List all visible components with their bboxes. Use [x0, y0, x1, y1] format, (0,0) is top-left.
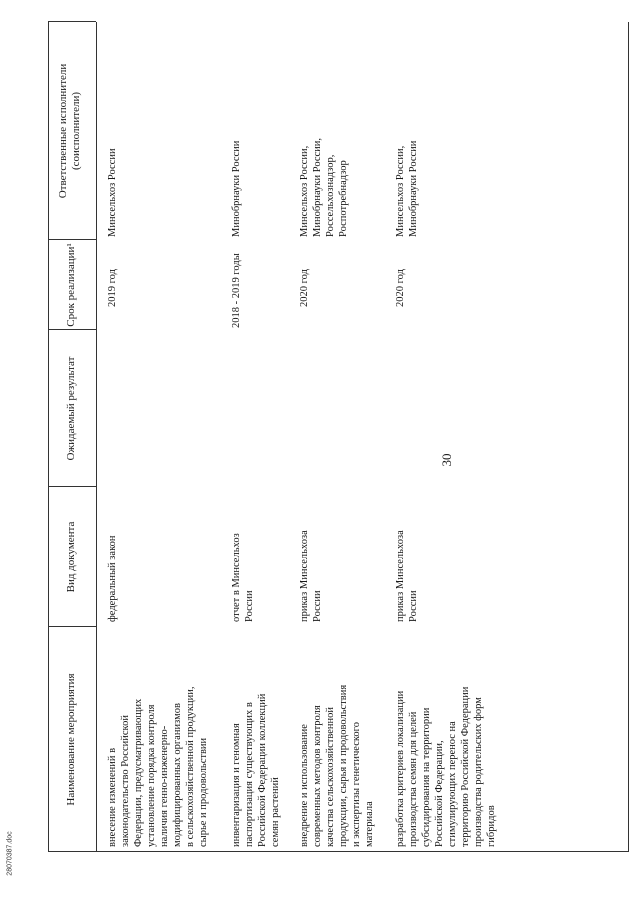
header-doc-type: Вид документа — [65, 521, 77, 593]
row2-doc-type: отчет в Минсельхоз России — [231, 533, 255, 622]
page-number: 30 — [439, 453, 454, 467]
header-result: Ожидаемый результат — [65, 356, 77, 461]
table-bottom-rule — [628, 22, 629, 852]
table-left-rule — [48, 851, 628, 852]
rotated-table-page — [48, 22, 628, 852]
row4-term: 2020 год — [395, 269, 406, 307]
row1-executors: Минсельхоз России — [107, 148, 118, 237]
measures-table — [48, 22, 628, 852]
row2-term: 2018 - 2019 годы — [231, 253, 242, 328]
row3-doc-type: приказ Минсельхоза России — [299, 530, 323, 622]
row3-term: 2020 год — [299, 269, 310, 307]
row2-executors: Минобрнауки России — [231, 140, 242, 237]
row4-executors: Минсельхоз России, Минобрнауки России — [395, 140, 419, 237]
header-term: Срок реализации¹ — [65, 243, 77, 327]
header-bottom-rule — [96, 22, 97, 852]
table-top-rule — [48, 22, 49, 852]
header-name: Наименование мероприятия — [65, 673, 77, 806]
row3-name: внедрение и использование современных методов контроля качества сельскохозяйственной продукции, сырья и продовольствия и экспертизы генетического материала — [299, 684, 375, 847]
row4-name: разработка критериев локализации производства семян для целей субсидирования на территории Российской Федерации, стимулирующих перенос на территорию Российской Федерации производства родительских форм гибридов — [395, 686, 497, 847]
row1-term: 2019 год — [107, 269, 118, 307]
header-executors: Ответственные исполнители (соисполнители) — [57, 63, 82, 199]
row4-doc-type: приказ Минсельхоза России — [395, 530, 419, 622]
document-code: 28070387.doc — [6, 831, 14, 876]
row3-executors: Минсельхоз России, Минобрнауки России, Россельхознадзор, Роспотребнадзор — [299, 137, 349, 237]
row1-name: внесение изменений в законодательство Российской Федерации, предусматривающих установление порядка контроля наличия генно-инженерно- модифицированных организмов в сельскохозяйственной продукции, сырье и продовольствии — [107, 686, 209, 847]
row1-doc-type: федеральный закон — [107, 535, 118, 622]
row2-name: инвентаризация и геномная паспортизация существующих в Российской Федерации коллекций семян растений — [231, 693, 281, 847]
